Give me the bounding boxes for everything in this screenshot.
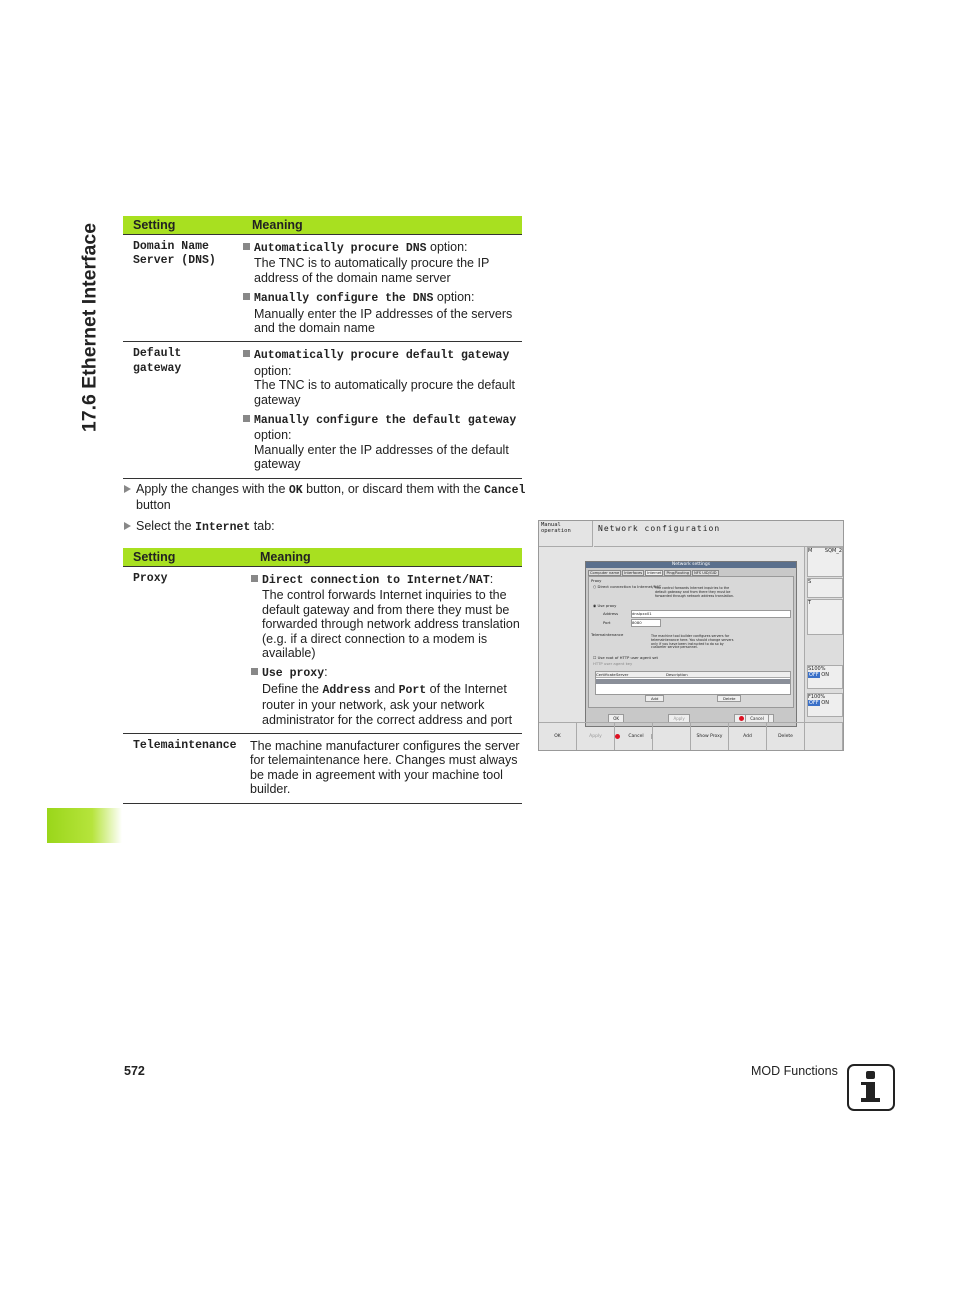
list-item: Automatically procure default gateway option: The TNC is to automatically procure the default gateway — [242, 347, 522, 407]
setting-name: Default gateway — [123, 342, 242, 478]
direct-description: The control forwards Internet inquiries to the default gateway and from there they must be forwarded through network address translation. — [655, 586, 735, 598]
softkey-empty — [653, 723, 691, 750]
table-header-meaning: Meaning — [242, 216, 522, 235]
direct-connection-radio[interactable]: ○ Direct connection to Internet/NAT — [593, 584, 662, 589]
status-column — [804, 547, 843, 723]
setting-name: Domain Name Server (DNS) — [123, 235, 242, 342]
info-icon — [847, 1064, 895, 1111]
col-description: Description — [666, 672, 688, 677]
table-header-setting: Setting — [123, 548, 250, 567]
softkey-ok[interactable]: OK — [539, 723, 577, 750]
http-user-agent-field[interactable]: HTTP user agent key — [593, 661, 633, 666]
softkey-add[interactable]: Add — [729, 723, 767, 750]
http-user-agent-checkbox[interactable]: ☐ Use root of HTTP user agent set — [593, 655, 659, 660]
softkey-empty — [805, 723, 843, 750]
softkey-apply[interactable]: Apply — [577, 723, 615, 750]
page-number: 572 — [124, 1064, 145, 1078]
add-button[interactable]: Add — [645, 695, 664, 702]
ok-button[interactable]: OK — [608, 714, 624, 724]
network-settings-dialog — [585, 561, 797, 727]
status-cell: M SQM_2 — [807, 547, 843, 577]
instruction-apply: Apply the changes with the OK button, or discard them with the Cancel button — [124, 482, 526, 513]
setting-meaning — [250, 567, 522, 734]
tab-internet[interactable]: Internet — [647, 571, 662, 575]
address-label: Address — [603, 611, 619, 616]
internet-panel — [588, 576, 794, 708]
table-row — [123, 342, 522, 478]
status-cell: T — [807, 599, 843, 635]
feed-override: F100% OFF ON — [807, 693, 843, 717]
port-label: Port — [603, 620, 611, 625]
tab-computer-name[interactable]: Computer name — [590, 571, 620, 575]
list-item: Direct connection to Internet/NAT: The control forwards Internet inquiries to the default gateway and from there they must be forwarded through network address translation (e.g. if a direct connection to a modem is available) — [250, 572, 522, 660]
chapter-tab-marker — [47, 808, 122, 843]
table-row — [123, 235, 522, 342]
setting-name: Telemaintenance — [123, 734, 250, 804]
col-certificate: Certificate — [596, 672, 616, 677]
list-item: Automatically procure DNS option: The TNC is to automatically procure the IP address of the domain name server — [242, 240, 522, 285]
instruction-select-tab: Select the Internet tab: — [124, 519, 526, 535]
softkey-cancel[interactable]: Cancel — [615, 723, 653, 750]
port-input[interactable]: 8080 — [631, 619, 661, 627]
delete-button[interactable]: Delete — [717, 695, 741, 702]
table-row — [123, 734, 522, 804]
setting-name: Proxy — [123, 567, 250, 734]
softkey-delete[interactable]: Delete — [767, 723, 805, 750]
proxy-group-label: Proxy — [591, 578, 602, 583]
status-cell: S — [807, 578, 843, 598]
tab-nfs[interactable]: NFS UID/GID — [694, 571, 717, 575]
tab-ping-routing[interactable]: Ping/Routing — [666, 571, 690, 575]
setting-meaning — [242, 235, 522, 342]
list-item: Use proxy: Define the Address and Port of the Internet router in your network, ask your network administrator for the correct address and port — [250, 665, 522, 727]
use-proxy-radio[interactable]: ◉ Use proxy — [593, 603, 617, 608]
table-header-setting: Setting — [123, 216, 242, 235]
server-table — [595, 671, 791, 695]
setting-meaning: The machine manufacturer configures the server for telemaintenance here. Changes must always be made in agreement with your machine tool builder. — [250, 734, 522, 804]
table-row[interactable] — [596, 679, 790, 684]
table-row — [123, 567, 522, 734]
setting-meaning — [242, 342, 522, 478]
settings-table-dns — [123, 216, 522, 479]
dialog-tabs — [586, 568, 796, 576]
col-server: Server — [616, 672, 629, 677]
list-item: Manually configure the DNS option: Manually enter the IP addresses of the servers and the domain name — [242, 290, 522, 335]
mode-label: Manual operation — [539, 521, 593, 547]
list-item: Manually configure the default gateway option: Manually enter the IP addresses of the default gateway — [242, 412, 522, 472]
dialog-title: Network settings — [586, 562, 796, 568]
softkey-bar — [539, 722, 843, 750]
screen-title: Network configuration — [594, 521, 843, 547]
section-title-vertical: 17.6 Ethernet Interface — [78, 222, 101, 433]
tab-interfaces[interactable]: Interfaces — [624, 571, 643, 575]
telemaintenance-label: Telemaintenance — [591, 632, 624, 637]
apply-button[interactable]: Apply — [668, 714, 689, 724]
telemaintenance-description: The machine tool builder configures servers for telemaintenance here. You should change servers only if you have been instructed to do so by customer service personnel. — [651, 634, 734, 650]
spindle-override: S100% OFF ON — [807, 665, 843, 689]
chapter-title: MOD Functions — [751, 1064, 838, 1078]
network-config-screenshot — [538, 520, 844, 751]
table-header-meaning: Meaning — [250, 548, 522, 567]
settings-table-internet — [123, 548, 522, 804]
cancel-button[interactable]: Cancel — [734, 714, 774, 724]
address-input[interactable]: dnsIpxx01 — [631, 610, 791, 618]
softkey-show-proxy[interactable]: Show Proxy — [691, 723, 729, 750]
